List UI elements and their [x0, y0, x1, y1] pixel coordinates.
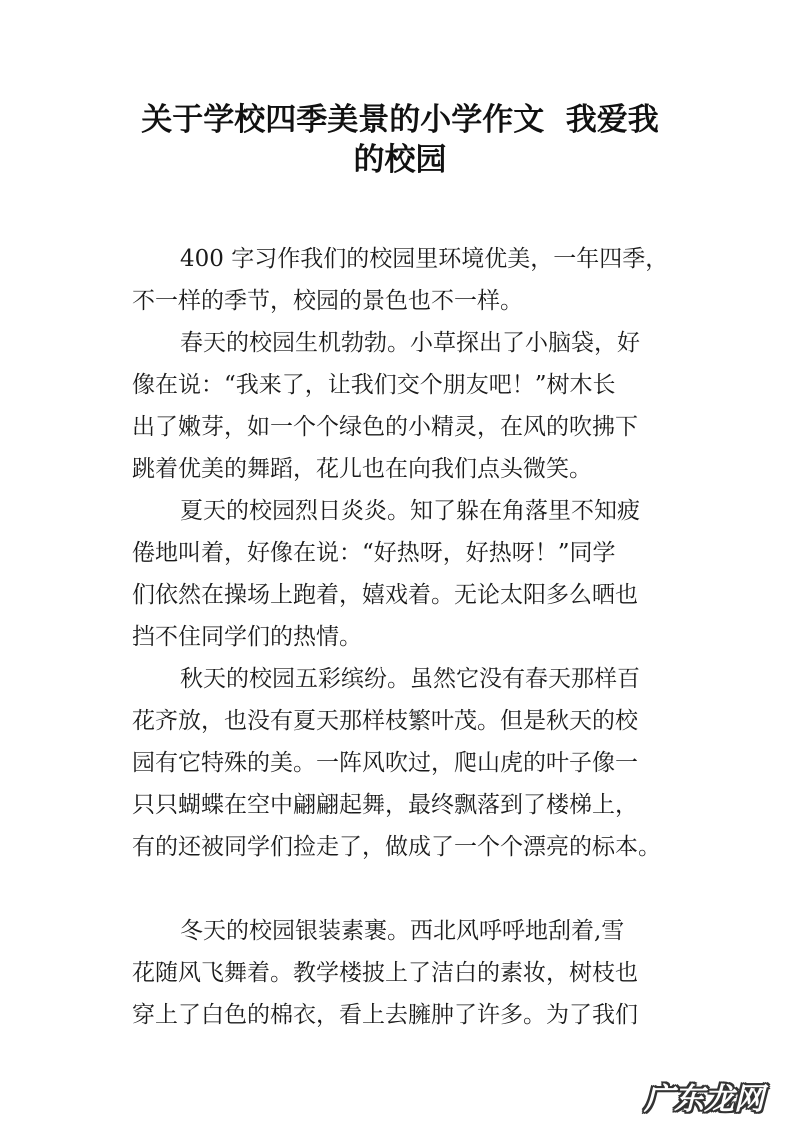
text-line: 挡不住同学们的热情。 [132, 624, 362, 650]
title-line-1: 关于学校四季美景的小学作文 我爱我 [141, 102, 659, 138]
essay-body [132, 238, 692, 1036]
paragraph [132, 238, 692, 322]
text-line: 倦地叫着，好像在说：“好热呀，好热呀！”同学 [132, 540, 616, 566]
text-line: 像在说：“我来了，让我们交个朋友吧！”树木长 [132, 372, 616, 398]
text-line: 们依然在操场上跑着，嬉戏着。无论太阳多么晒也 [132, 582, 638, 608]
text-line: 有的还被同学们捡走了，做成了一个个漂亮的标本。 [132, 834, 661, 860]
text-line: 400 字习作我们的校园里环境优美，一年四季， [180, 246, 669, 272]
paragraph [132, 910, 692, 1036]
paragraph [132, 322, 692, 490]
paragraph [132, 490, 692, 658]
text-line: 穿上了白色的棉衣，看上去臃肿了许多。为了我们 [132, 1002, 638, 1028]
text-line: 只只蝴蝶在空中翩翩起舞，最终飘落到了楼梯上， [132, 792, 638, 818]
watermark-logo: 广东龙网 [644, 1082, 764, 1117]
text-line: 夏天的校园烈日炎炎。知了躲在角落里不知疲 [180, 498, 640, 524]
text-line: 春天的校园生机勃勃。小草探出了小脑袋，好 [180, 330, 640, 356]
text-line: 出了嫩芽，如一个个绿色的小精灵，在风的吹拂下 [132, 414, 638, 440]
text-line: 花齐放，也没有夏天那样枝繁叶茂。但是秋天的校 [132, 708, 638, 734]
text-line: 不一样的季节，校园的景色也不一样。 [132, 288, 523, 314]
text-line: 冬天的校园银装素裹。西北风呼呼地刮着,雪 [180, 918, 625, 944]
paragraph [132, 658, 692, 868]
document-title [100, 100, 700, 180]
title-line-2: 的校园 [353, 142, 447, 178]
text-line: 秋天的校园五彩缤纷。虽然它没有春天那样百 [180, 666, 640, 692]
text-line: 花随风飞舞着。教学楼披上了洁白的素妆，树枝也 [132, 960, 638, 986]
text-line: 跳着优美的舞蹈，花儿也在向我们点头微笑。 [132, 456, 592, 482]
text-line: 园有它特殊的美。一阵风吹过，爬山虎的叶子像一 [132, 750, 638, 776]
